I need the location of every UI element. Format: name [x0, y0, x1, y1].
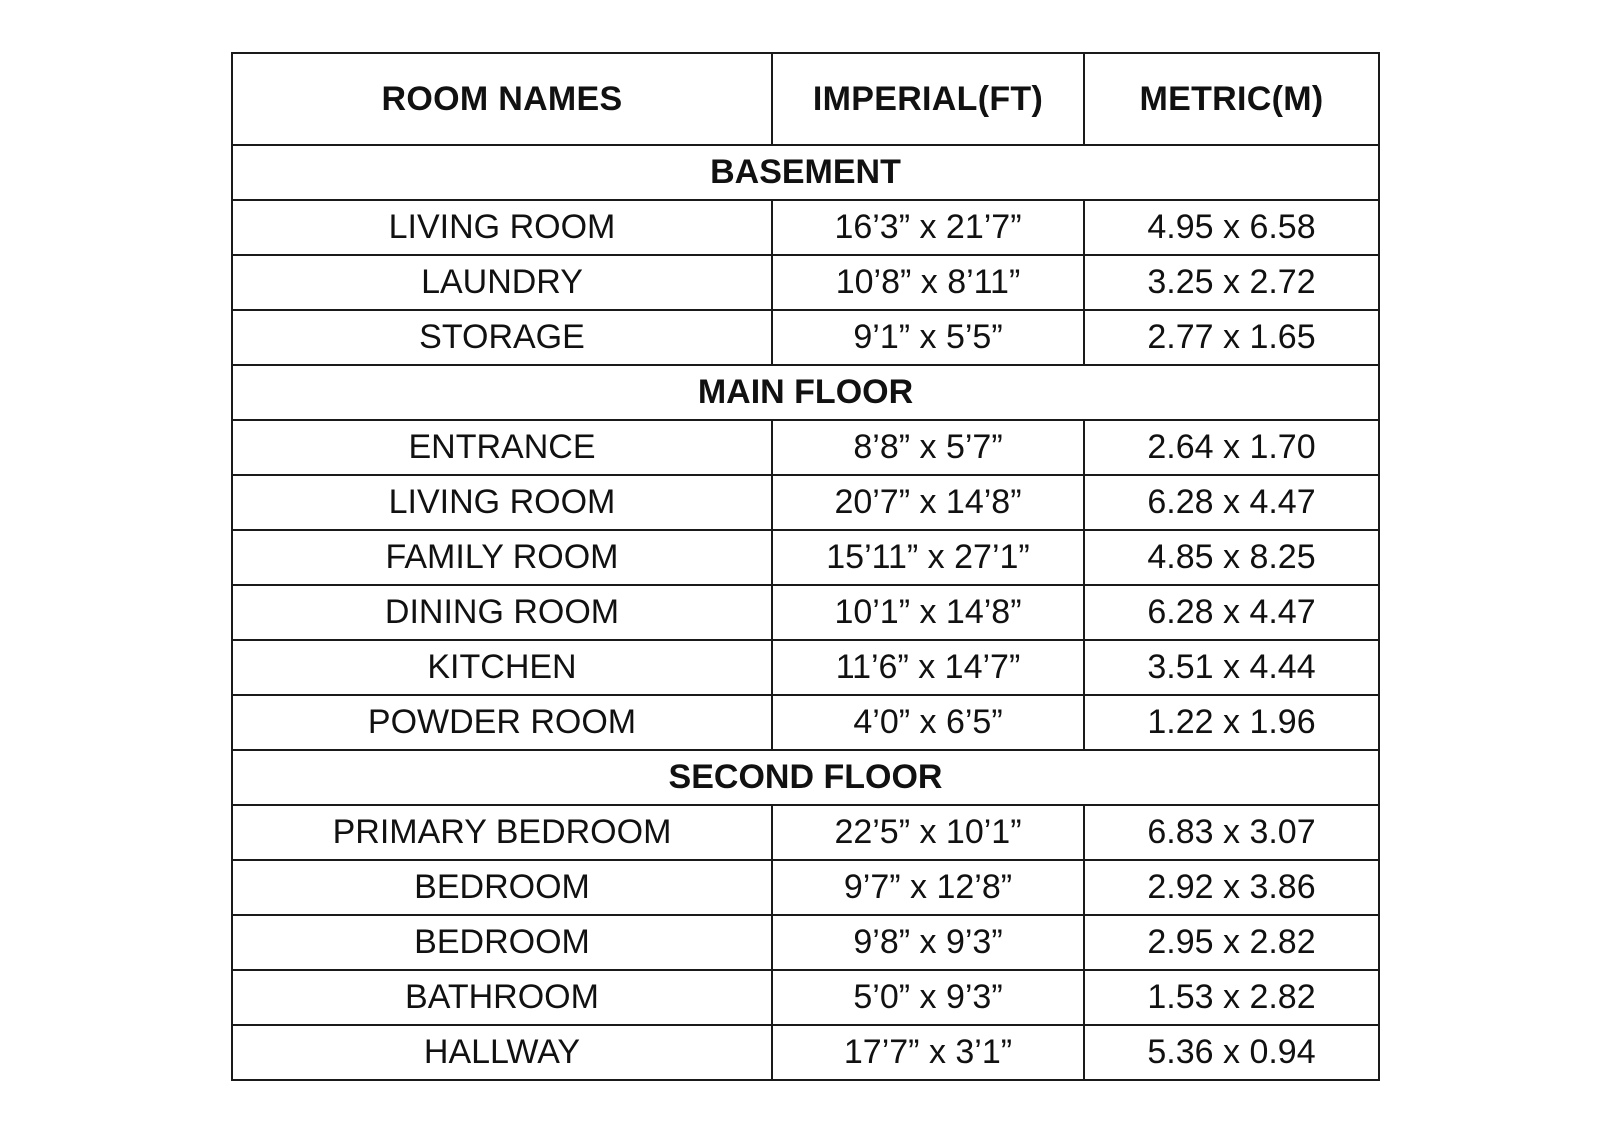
imperial-dimension-cell: 9’7” x 12’8”: [772, 860, 1084, 915]
room-name-cell: POWDER ROOM: [232, 695, 772, 750]
metric-dimension-cell: 2.77 x 1.65: [1084, 310, 1379, 365]
header-metric: METRIC(M): [1084, 53, 1379, 145]
room-name-cell: KITCHEN: [232, 640, 772, 695]
table-row: [232, 970, 1379, 1025]
metric-dimension-cell: 3.25 x 2.72: [1084, 255, 1379, 310]
table-row: [232, 475, 1379, 530]
imperial-dimension-cell: 22’5” x 10’1”: [772, 805, 1084, 860]
room-name-cell: FAMILY ROOM: [232, 530, 772, 585]
room-name-cell: BATHROOM: [232, 970, 772, 1025]
imperial-dimension-cell: 20’7” x 14’8”: [772, 475, 1084, 530]
imperial-dimension-cell: 9’8” x 9’3”: [772, 915, 1084, 970]
imperial-dimension-cell: 5’0” x 9’3”: [772, 970, 1084, 1025]
header-room-names: ROOM NAMES: [232, 53, 772, 145]
room-name-cell: STORAGE: [232, 310, 772, 365]
table-body: [232, 145, 1379, 1080]
imperial-dimension-cell: 10’1” x 14’8”: [772, 585, 1084, 640]
room-name-cell: LIVING ROOM: [232, 200, 772, 255]
imperial-dimension-cell: 17’7” x 3’1”: [772, 1025, 1084, 1080]
imperial-dimension-cell: 15’11” x 27’1”: [772, 530, 1084, 585]
table-row: [232, 310, 1379, 365]
room-name-cell: PRIMARY BEDROOM: [232, 805, 772, 860]
imperial-dimension-cell: 10’8” x 8’11”: [772, 255, 1084, 310]
metric-dimension-cell: 1.22 x 1.96: [1084, 695, 1379, 750]
metric-dimension-cell: 3.51 x 4.44: [1084, 640, 1379, 695]
table-header: [232, 53, 1379, 145]
imperial-dimension-cell: 9’1” x 5’5”: [772, 310, 1084, 365]
metric-dimension-cell: 5.36 x 0.94: [1084, 1025, 1379, 1080]
section-heading: BASEMENT: [232, 145, 1379, 200]
imperial-dimension-cell: 11’6” x 14’7”: [772, 640, 1084, 695]
table-row: [232, 805, 1379, 860]
table-row: [232, 860, 1379, 915]
section-heading: MAIN FLOOR: [232, 365, 1379, 420]
imperial-dimension-cell: 4’0” x 6’5”: [772, 695, 1084, 750]
section-row: [232, 145, 1379, 200]
section-row: [232, 365, 1379, 420]
room-dimensions-table: [231, 52, 1380, 1081]
room-name-cell: HALLWAY: [232, 1025, 772, 1080]
table-row: [232, 255, 1379, 310]
header-imperial: IMPERIAL(FT): [772, 53, 1084, 145]
room-name-cell: BEDROOM: [232, 860, 772, 915]
section-heading: SECOND FLOOR: [232, 750, 1379, 805]
room-name-cell: ENTRANCE: [232, 420, 772, 475]
header-row: [232, 53, 1379, 145]
metric-dimension-cell: 1.53 x 2.82: [1084, 970, 1379, 1025]
room-name-cell: BEDROOM: [232, 915, 772, 970]
metric-dimension-cell: 4.85 x 8.25: [1084, 530, 1379, 585]
table-row: [232, 200, 1379, 255]
table-row: [232, 530, 1379, 585]
metric-dimension-cell: 6.28 x 4.47: [1084, 585, 1379, 640]
metric-dimension-cell: 2.92 x 3.86: [1084, 860, 1379, 915]
metric-dimension-cell: 4.95 x 6.58: [1084, 200, 1379, 255]
room-name-cell: LIVING ROOM: [232, 475, 772, 530]
metric-dimension-cell: 2.95 x 2.82: [1084, 915, 1379, 970]
imperial-dimension-cell: 16’3” x 21’7”: [772, 200, 1084, 255]
room-name-cell: LAUNDRY: [232, 255, 772, 310]
metric-dimension-cell: 2.64 x 1.70: [1084, 420, 1379, 475]
table-row: [232, 420, 1379, 475]
imperial-dimension-cell: 8’8” x 5’7”: [772, 420, 1084, 475]
room-name-cell: DINING ROOM: [232, 585, 772, 640]
table-row: [232, 695, 1379, 750]
table-row: [232, 585, 1379, 640]
table-row: [232, 915, 1379, 970]
section-row: [232, 750, 1379, 805]
table-row: [232, 1025, 1379, 1080]
metric-dimension-cell: 6.28 x 4.47: [1084, 475, 1379, 530]
table-row: [232, 640, 1379, 695]
metric-dimension-cell: 6.83 x 3.07: [1084, 805, 1379, 860]
